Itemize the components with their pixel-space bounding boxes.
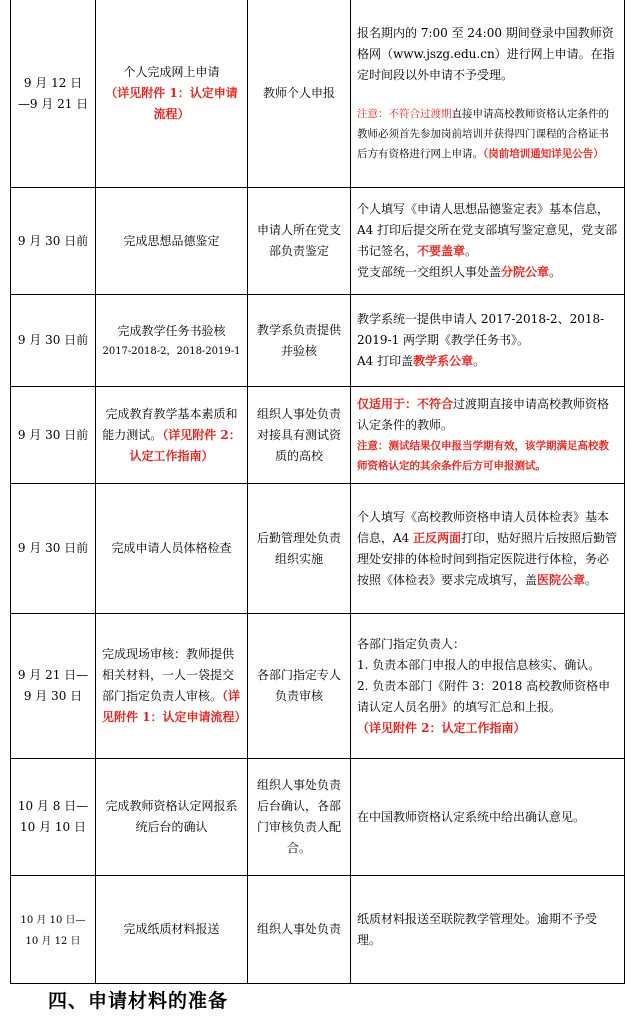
responsible-cell: 组织人事处负责后台确认，各部门审核负责人配合。 <box>248 759 351 876</box>
table-row <box>11 188 625 295</box>
responsible-cell: 教师个人申报 <box>248 0 351 188</box>
responsible-cell: 教学系负责提供并验核 <box>248 295 351 387</box>
description-cell: 报名期内的 7:00 至 24:00 期间登录中国教师资格网（www.jszg.edu.cn）进行网上申请。在指定时间段以外申请不予受理。 注意：不符合过渡期直接申请高校教师资格认定条件的教师必须首先参加岗前培训并获得四门课程的合格证书后方有资格进行网上申请。（岗前培训通知详见公告） <box>351 0 625 188</box>
description-cell: 教学系统一提供申请人 2017-2018-2、2018-2019-1 两学期《教学任务书》。 A4 打印盖教学系公章。 <box>351 295 625 387</box>
task-cell: 完成现场审核：教师提供相关材料，一人一袋提交部门指定负责人审核。（详见附件 1：认定申请流程） <box>96 614 248 759</box>
date-cell: 9 月 30 日前 <box>11 295 96 387</box>
responsible-cell: 组织人事处负责对接具有测试资质的高校 <box>248 387 351 484</box>
date-cell: 9 月 30 日前 <box>11 387 96 484</box>
table-row <box>11 0 625 188</box>
description-cell: 在中国教师资格认定系统中给出确认意见。 <box>351 759 625 876</box>
task-cell: 完成思想品德鉴定 <box>96 188 248 295</box>
table-row <box>11 387 625 484</box>
section-heading: 四、申请材料的准备 <box>48 990 229 1012</box>
description-cell: 个人填写《高校教师资格申请人员体检表》基本信息，A4 正反两面打印，贴好照片后按照后勤管理处安排的体检时间到指定医院进行体检，务必按照《体检表》要求完成填写，盖医院公章。 <box>351 484 625 614</box>
table-row <box>11 876 625 984</box>
description-cell: 仅适用于：不符合过渡期直接申请高校教师资格认定条件的教师。 注意：测试结果仅申报当学期有效，该学期满足高校教师资格认定的其余条件后方可申报测试。 <box>351 387 625 484</box>
task-cell: 完成申请人员体格检查 <box>96 484 248 614</box>
table-row <box>11 295 625 387</box>
responsible-cell: 申请人所在党支部负责鉴定 <box>248 188 351 295</box>
task-cell: 完成教学任务书验核 2017-2018-2，2018-2019-1 <box>96 295 248 387</box>
date-cell: 10 月 10 日— 10 月 12 日 <box>11 876 96 984</box>
task-cell: 完成纸质材料报送 <box>96 876 248 984</box>
table-row <box>11 614 625 759</box>
schedule-table <box>10 0 625 984</box>
description-cell: 个人填写《申请人思想品德鉴定表》基本信息，A4 打印后提交所在党支部填写鉴定意见，党支部书记签名，不要盖章。 党支部统一交组织人事处盖分院公章。 <box>351 188 625 295</box>
responsible-cell: 组织人事处负责 <box>248 876 351 984</box>
task-cell: 完成教师资格认定网报系统后台的确认 <box>96 759 248 876</box>
date-cell: 9 月 21 日— 9 月 30 日 <box>11 614 96 759</box>
responsible-cell: 各部门指定专人负责审核 <box>248 614 351 759</box>
table-row <box>11 484 625 614</box>
description-cell: 纸质材料报送至联院教学管理处。逾期不予受理。 <box>351 876 625 984</box>
date-cell: 9 月 30 日前 <box>11 188 96 295</box>
task-cell: 个人完成网上申请 （详见附件 1：认定申请流程） <box>96 0 248 188</box>
table-row <box>11 759 625 876</box>
date-cell: 9 月 12 日 —9 月 21 日 <box>11 0 96 188</box>
date-cell: 10 月 8 日— 10 月 10 日 <box>11 759 96 876</box>
responsible-cell: 后勤管理处负责组织实施 <box>248 484 351 614</box>
task-cell: 完成教育教学基本素质和能力测试。（详见附件 2：认定工作指南） <box>96 387 248 484</box>
description-cell: 各部门指定负责人： 1. 负责本部门申报人的申报信息核实、确认。 2. 负责本部门《附件 3：2018 高校教师资格申请认定人员名册》的填写汇总和上报。 （详见附件 2：认定工作指南） <box>351 614 625 759</box>
date-cell: 9 月 30 日前 <box>11 484 96 614</box>
